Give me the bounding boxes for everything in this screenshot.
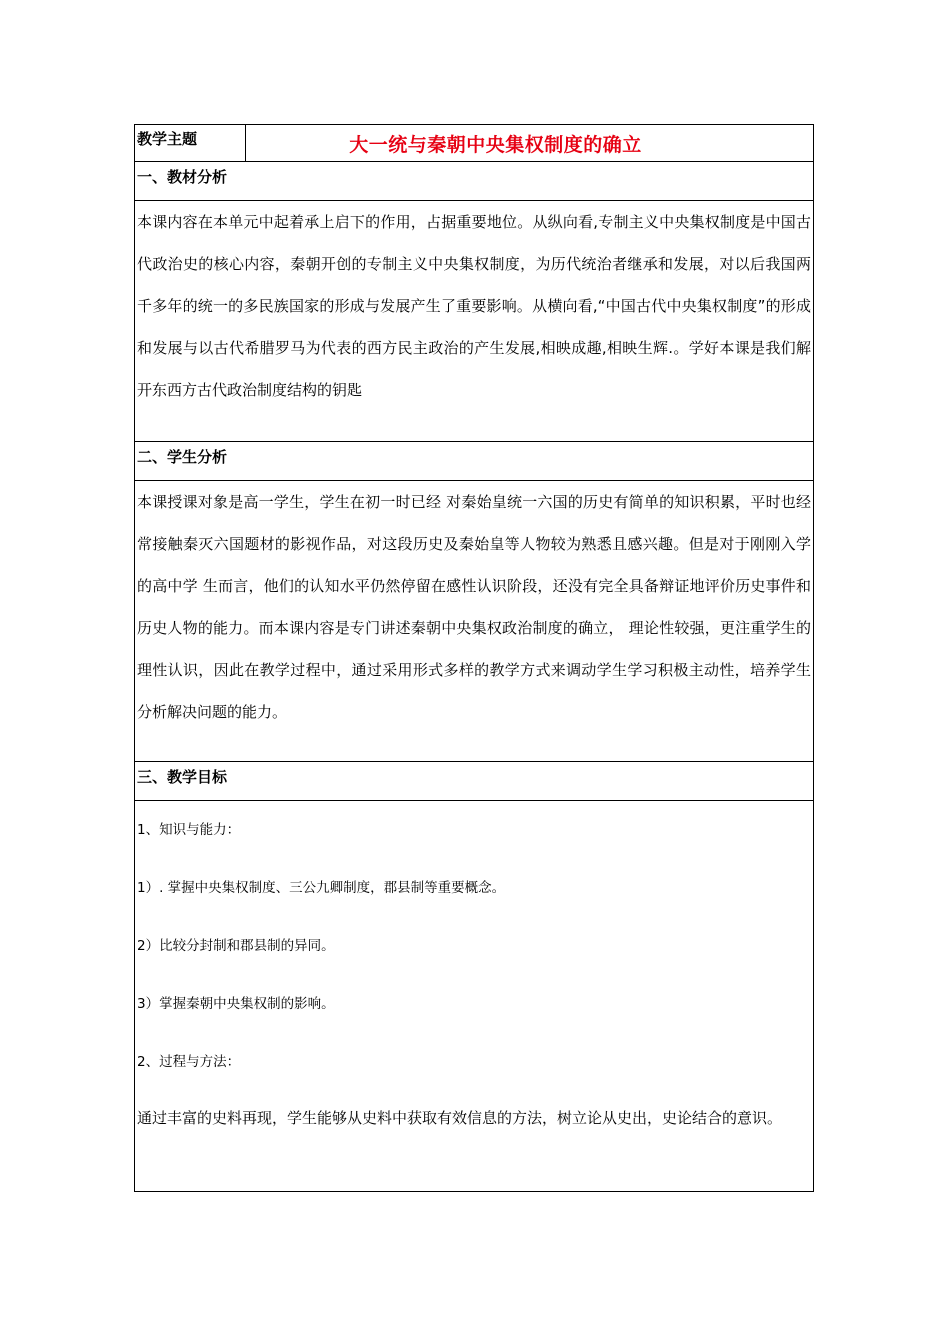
section-heading-teaching-objectives: 三、教学目标 xyxy=(135,762,814,801)
section-heading-row xyxy=(135,162,814,201)
section-heading-student-analysis: 二、学生分析 xyxy=(135,442,814,481)
objective-item: 3）掌握秦朝中央集权制的影响。 xyxy=(137,996,335,1012)
textbook-analysis-cell xyxy=(135,201,814,442)
lesson-title-cell xyxy=(246,125,814,162)
knowledge-ability-heading: 1、知识与能力： xyxy=(137,822,241,838)
textbook-analysis-text: 本课内容在本单元中起着承上启下的作用，占据重要地位。从纵向看,专制主义中央集权制度是中国古代政治史的核心内容，秦朝开创的专制主义中央集权制度，为历代统治者继承和发展，对以后我国两千多年的统一的多民族国家的形成与发展产生了重要影响。从横向看,“中国古代中央集权制度”的形成和发展与以古代希腊罗马为代表的西方民主政治的产生发展,相映成趣,相映生辉.。学好本课是我们解开东西方古代政治制度结构的钥匙 xyxy=(137,213,811,399)
section-body-row xyxy=(135,801,814,1192)
section-heading-row xyxy=(135,442,814,481)
lesson-plan-table xyxy=(134,124,814,1192)
section-heading-row xyxy=(135,762,814,801)
section-body-row xyxy=(135,481,814,762)
objective-item: 2）比较分封制和郡县制的异同。 xyxy=(137,938,335,954)
student-analysis-cell xyxy=(135,481,814,762)
lesson-title: 大一统与秦朝中央集权制度的确立 xyxy=(349,133,642,156)
section-body-row xyxy=(135,201,814,442)
student-analysis-text: 本课授课对象是高一学生，学生在初一时已经 对秦始皇统一六国的历史有简单的知识积累，平时也经常接触秦灭六国题材的影视作品，对这段历史及秦始皇等人物较为熟悉且感兴趣。但是对于刚刚入学的高中学 生而言，他们的认知水平仍然停留在感性认识阶段，还没有完全具备辩证地评价历史事件和历史人物的能力。而本课内容是专门讲述秦朝中央集权政治制度的确立， 理论性较强，更注重学生的理性认识，因此在教学过程中，通过采用形式多样的教学方式来调动学生学习积极主动性，培养学生分析解决问题的能力。 xyxy=(137,493,811,721)
section-heading-textbook-analysis: 一、教材分析 xyxy=(135,162,814,201)
objective-item: 1）. 掌握中央集权制度、三公九卿制度，郡县制等重要概念。 xyxy=(137,880,506,896)
teaching-objectives-cell xyxy=(135,801,814,1192)
topic-row xyxy=(135,125,814,162)
topic-label: 教学主题 xyxy=(135,125,246,162)
process-method-text: 通过丰富的史料再现，学生能够从史料中获取有效信息的方法，树立论从史出，史论结合的意识。 xyxy=(137,1109,783,1127)
process-method-heading: 2、过程与方法： xyxy=(137,1054,241,1070)
